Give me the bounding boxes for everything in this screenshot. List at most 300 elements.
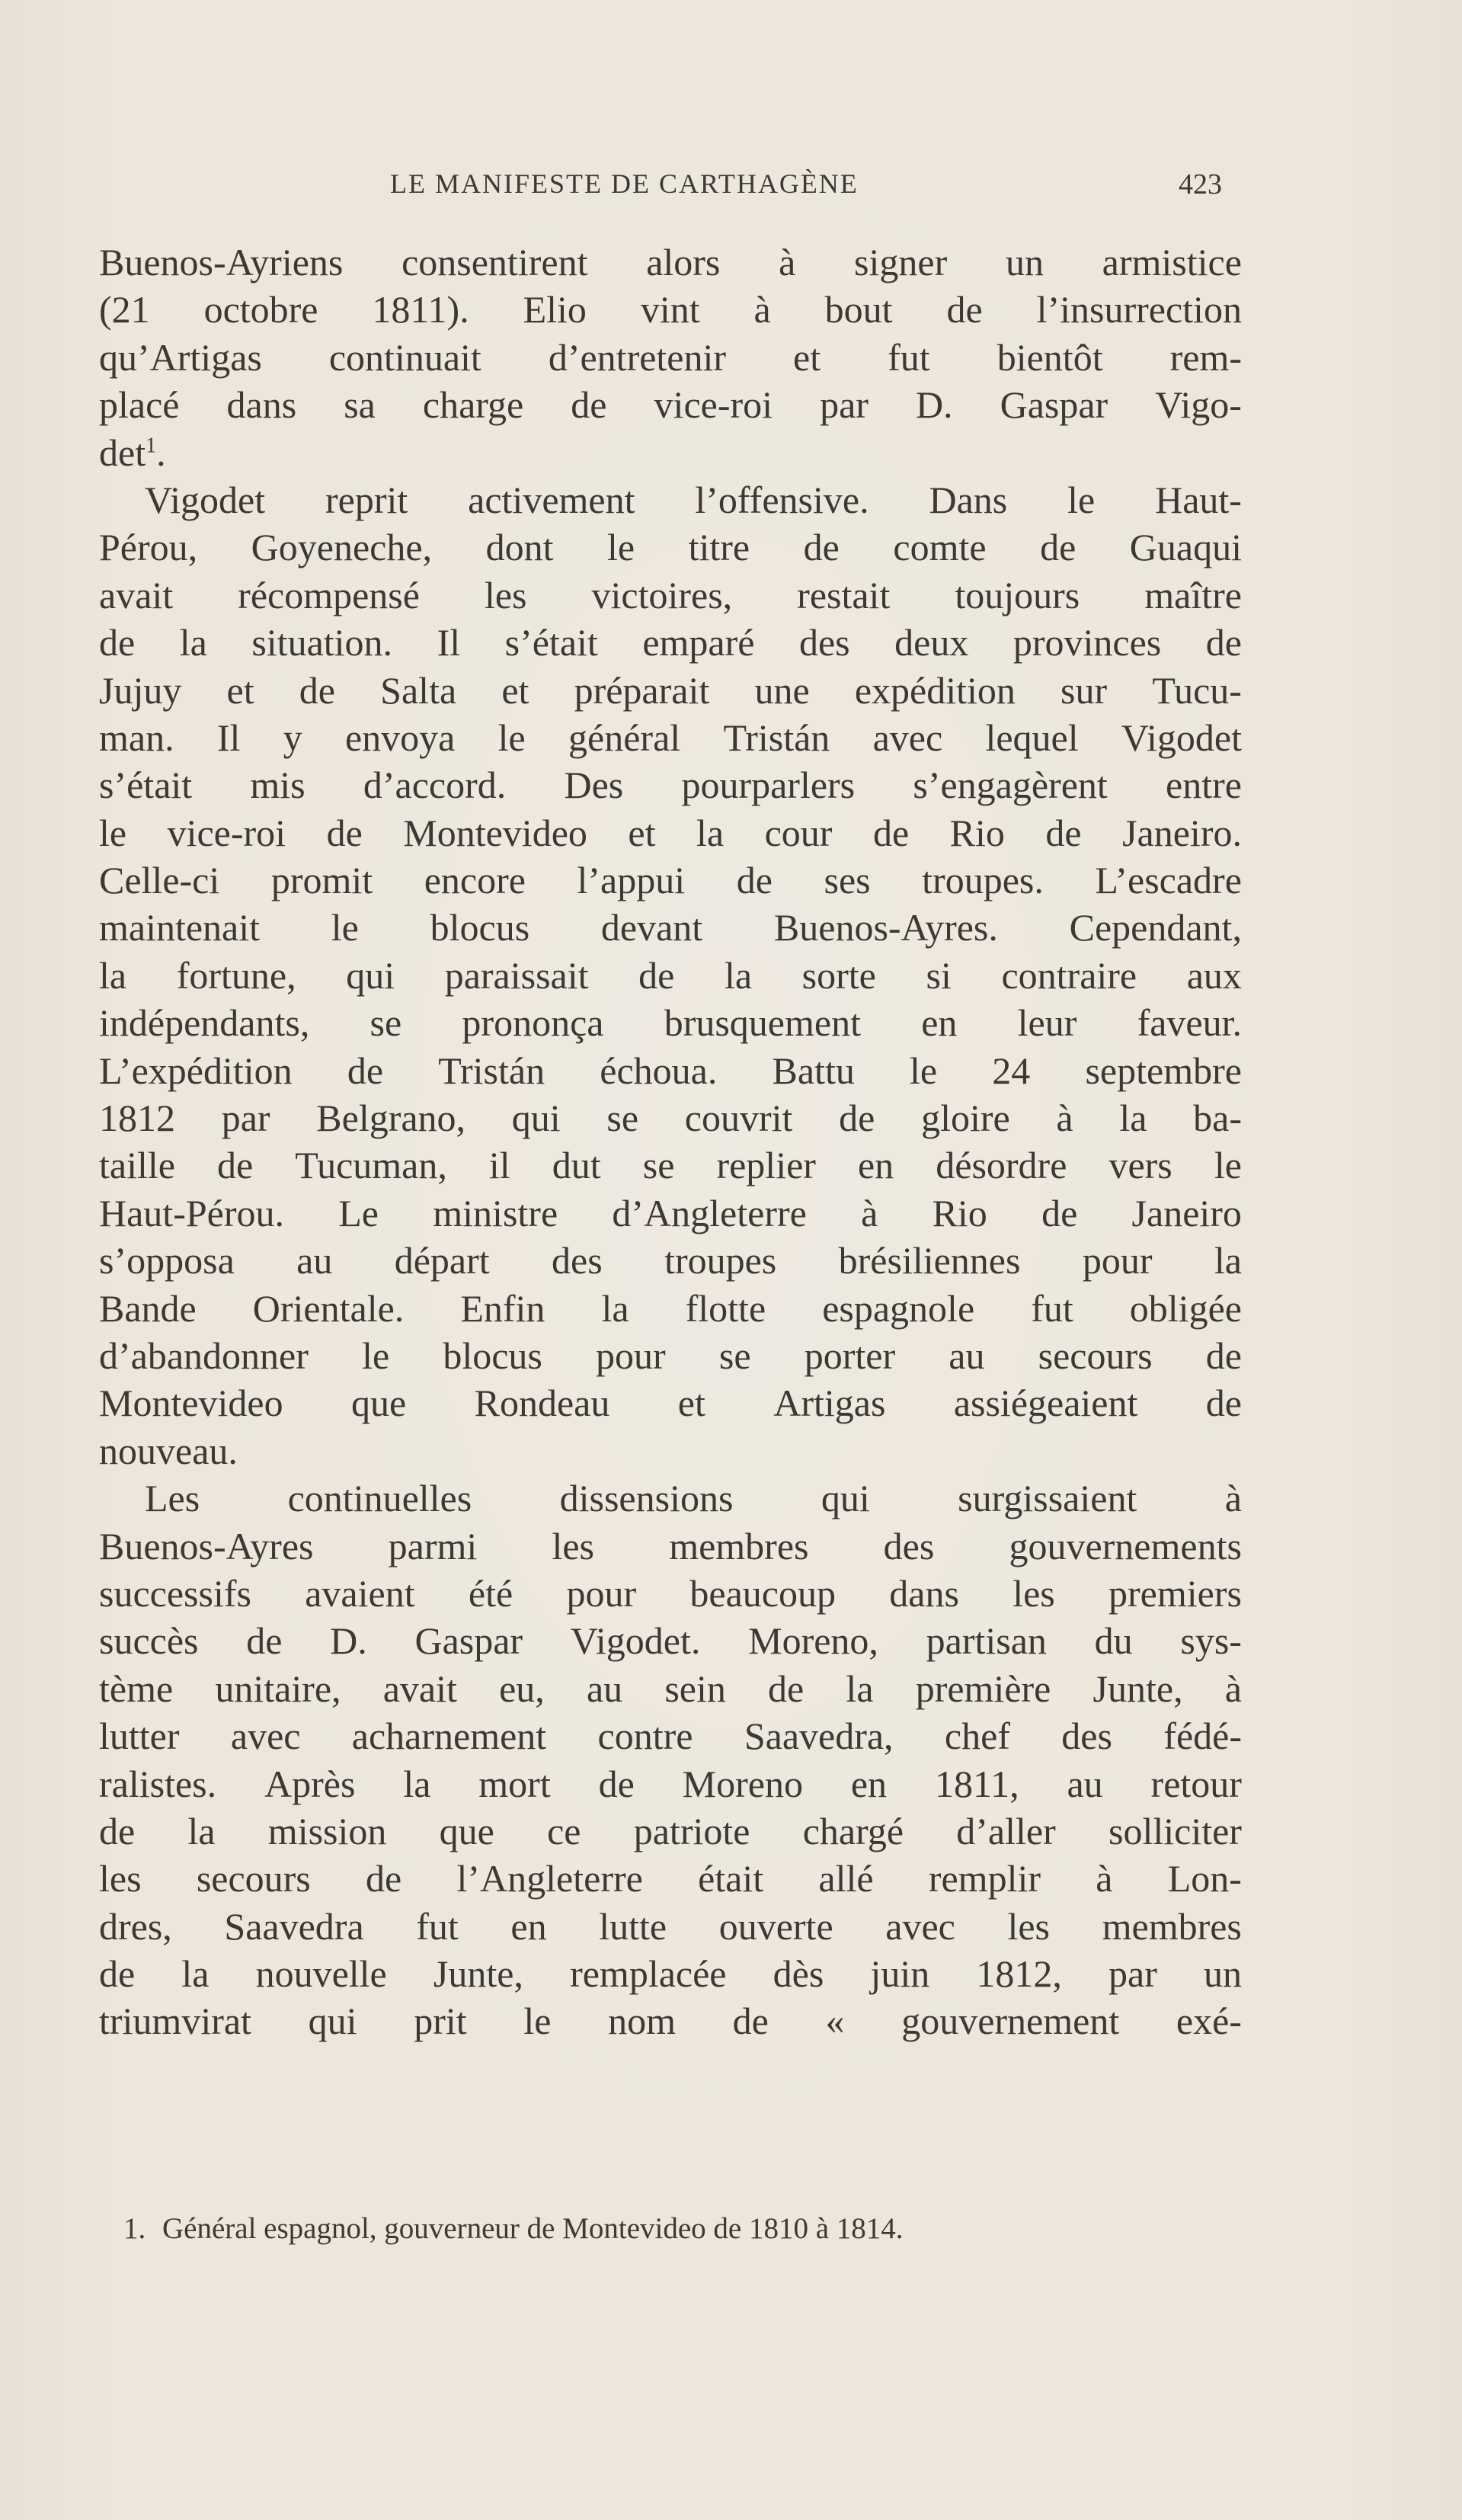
word: à	[753, 288, 771, 331]
word: préparait	[574, 668, 710, 712]
word: de	[326, 811, 363, 854]
word: ce	[547, 1809, 581, 1852]
word: dres,	[99, 1904, 172, 1948]
text-line	[99, 1570, 1242, 1617]
word: la	[846, 1667, 874, 1710]
word: de	[598, 1762, 635, 1805]
word: du	[1094, 1619, 1133, 1663]
word: leur	[1017, 1001, 1077, 1045]
word: maître	[1144, 573, 1242, 616]
word: vice-roi	[167, 811, 286, 854]
word: Rondeau	[474, 1382, 610, 1425]
word: fut	[416, 1904, 459, 1948]
word: Buenos-Ayres.	[773, 906, 998, 949]
word: pour	[1082, 1239, 1153, 1282]
word: il	[488, 1144, 510, 1187]
word: un	[1203, 1952, 1242, 1996]
word: alors	[646, 241, 721, 283]
word: blocus	[430, 906, 530, 949]
word: à	[1224, 1477, 1242, 1520]
word: au	[949, 1334, 985, 1377]
word: sorte	[801, 953, 876, 997]
word: couvrit	[684, 1097, 793, 1140]
word: Saavedra	[224, 1904, 364, 1948]
word: d’accord.	[363, 764, 507, 807]
word: activement	[468, 478, 635, 521]
word: un	[1005, 241, 1044, 283]
word: Tucuman,	[295, 1144, 447, 1187]
word: à	[1224, 1667, 1242, 1710]
word: deux	[894, 621, 969, 664]
word: de	[736, 859, 773, 902]
word: nom	[608, 2000, 676, 2043]
text-line	[99, 476, 1242, 524]
word: gouvernement	[901, 2000, 1120, 2043]
text-line	[99, 1712, 1242, 1760]
word: qui	[308, 2000, 357, 2043]
word: que	[351, 1382, 407, 1425]
text-line	[99, 999, 1242, 1046]
word: avec	[872, 716, 943, 759]
word: replier	[716, 1144, 816, 1187]
word: Haut-	[1155, 478, 1242, 521]
word: se	[606, 1097, 639, 1140]
word: indépendants,	[99, 1001, 310, 1045]
word: emparé	[642, 621, 755, 664]
word: sa	[344, 383, 376, 427]
word: le	[497, 716, 526, 759]
word: encore	[424, 859, 526, 902]
text-line	[99, 1142, 1242, 1189]
word: restait	[797, 573, 891, 616]
word: de	[99, 621, 136, 664]
word: récompensé	[238, 573, 420, 616]
word: de	[839, 1097, 875, 1140]
footnote-reference-tail: .	[156, 431, 166, 474]
word: espagnole	[822, 1286, 975, 1330]
word: de	[246, 1619, 283, 1663]
word: lutter	[99, 1715, 180, 1758]
word: Pérou,	[99, 526, 198, 569]
word: vice-roi	[654, 383, 773, 427]
word: les	[99, 1857, 142, 1900]
word: faveur.	[1137, 1001, 1242, 1045]
word: la	[187, 1809, 216, 1852]
word: ses	[824, 859, 871, 902]
word: Saavedra,	[744, 1715, 894, 1758]
word: vint	[640, 288, 700, 331]
word: de	[1205, 1334, 1242, 1377]
word: D.	[915, 383, 953, 427]
word: Montevideo	[403, 811, 587, 854]
footnote-text: Général espagnol, gouverneur de Montevideo de 1810 à 1814.	[162, 2212, 904, 2245]
running-title: LE MANIFESTE DE CARTHAGÈNE	[390, 168, 859, 199]
word: mis	[250, 764, 306, 807]
word: dans	[889, 1571, 959, 1615]
word: des	[552, 1239, 603, 1282]
word: membres	[669, 1524, 809, 1567]
word: la	[403, 1762, 431, 1805]
word: le	[1214, 1144, 1242, 1187]
text-line	[99, 1190, 1242, 1237]
word: était	[698, 1857, 764, 1900]
word: à	[779, 241, 796, 283]
word: provinces	[1013, 621, 1162, 664]
footnote	[123, 2211, 1190, 2246]
word: et	[501, 668, 529, 712]
word: des	[798, 621, 850, 664]
word: se	[642, 1144, 675, 1187]
word: s’opposa	[99, 1239, 235, 1282]
word: 1811).	[372, 288, 469, 331]
word: Orientale.	[252, 1286, 405, 1330]
text-line	[99, 667, 1242, 714]
word: devant	[600, 906, 703, 949]
word: gloire	[921, 1097, 1010, 1140]
word: première	[915, 1667, 1051, 1710]
word: l’appui	[577, 859, 686, 902]
word: taille	[99, 1144, 175, 1187]
word: vers	[1108, 1144, 1172, 1187]
word: pourparlers	[681, 764, 856, 807]
word: troupes	[664, 1239, 777, 1282]
word: lequel	[985, 716, 1079, 759]
word: de	[946, 288, 983, 331]
word: de	[347, 1049, 384, 1092]
word: de	[1041, 1191, 1078, 1234]
word: Cependant,	[1069, 906, 1242, 949]
word: général	[568, 716, 681, 759]
word: Vigodet.	[570, 1619, 701, 1663]
word: l’Angleterre	[456, 1857, 643, 1900]
word: blocus	[443, 1334, 542, 1377]
word: Artigas	[773, 1382, 886, 1425]
word: remplir	[928, 1857, 1041, 1900]
word: reprit	[325, 478, 408, 521]
word: qu’Artigas	[99, 335, 262, 379]
word: Janeiro.	[1122, 811, 1242, 854]
word: Rio	[949, 811, 1005, 854]
word: placé	[99, 383, 180, 427]
text-line	[99, 1903, 1242, 1950]
word: ralistes.	[99, 1762, 217, 1805]
word: secours	[196, 1857, 311, 1900]
word: par	[221, 1097, 270, 1140]
word: le	[910, 1049, 938, 1092]
word: Tristán	[723, 716, 830, 759]
word: se	[369, 1001, 402, 1045]
word: de	[299, 668, 335, 712]
word: Gaspar	[1000, 383, 1108, 427]
word: 1811,	[934, 1762, 1019, 1805]
word: les	[1013, 1571, 1055, 1615]
word: comte	[893, 526, 987, 569]
word: Gaspar	[414, 1619, 523, 1663]
word: la	[181, 1952, 210, 1996]
footnote-number: 1.	[123, 2212, 146, 2245]
word: s’était	[504, 621, 598, 664]
text-line	[99, 904, 1242, 951]
word: la	[1119, 1097, 1147, 1140]
word: d’aller	[956, 1809, 1056, 1852]
word: D.	[330, 1619, 367, 1663]
word: membres	[1102, 1904, 1242, 1948]
word: désordre	[936, 1144, 1067, 1187]
word: octobre	[203, 288, 318, 331]
word: nouveau.	[99, 1429, 238, 1472]
word: de	[1040, 526, 1077, 569]
word: de	[638, 953, 675, 997]
word: y	[283, 716, 302, 759]
text-line	[99, 761, 1242, 809]
word: qui	[346, 953, 395, 997]
word: Vigodet	[145, 478, 266, 521]
word: s’était	[99, 764, 193, 807]
word: Buenos-Ayres	[99, 1524, 314, 1567]
word: patriote	[633, 1809, 750, 1852]
text-line	[99, 809, 1242, 857]
word: le	[362, 1334, 390, 1377]
word: Montevideo	[99, 1382, 283, 1425]
word: à	[1096, 1857, 1113, 1900]
text-line	[99, 1332, 1242, 1379]
word: assiégeaient	[953, 1382, 1138, 1425]
word: unitaire,	[215, 1667, 341, 1710]
word: (21	[99, 288, 150, 331]
word: situation.	[251, 621, 393, 664]
word: dès	[773, 1952, 824, 1996]
text-line	[99, 1237, 1242, 1284]
word: fut	[888, 335, 930, 379]
word: de	[1205, 621, 1242, 664]
word: Il	[216, 716, 241, 759]
word: secours	[1038, 1334, 1153, 1377]
text-line	[99, 381, 1242, 428]
text-line	[99, 524, 1242, 571]
word: Buenos-Ayriens	[99, 241, 344, 283]
text-line	[99, 1094, 1242, 1142]
word: parmi	[388, 1524, 478, 1567]
word: de	[1045, 811, 1082, 854]
word: Le	[338, 1191, 379, 1234]
word: rem-	[1169, 335, 1242, 379]
word: solliciter	[1108, 1809, 1242, 1852]
word: contraire	[1001, 953, 1137, 997]
word: par	[1108, 1952, 1157, 1996]
word: de	[732, 2000, 769, 2043]
word: juin	[870, 1952, 930, 1996]
word: «	[825, 2000, 845, 2043]
word: victoires,	[591, 573, 733, 616]
word: fédé-	[1163, 1715, 1242, 1758]
word: de	[366, 1857, 402, 1900]
text-line	[99, 286, 1242, 333]
word: maintenait	[99, 906, 261, 949]
word: 1812	[99, 1097, 175, 1140]
word: sur	[1061, 668, 1108, 712]
word: remplacée	[570, 1952, 727, 1996]
word: brusquement	[664, 1001, 861, 1045]
word: par	[820, 383, 869, 427]
word: L’escadre	[1095, 859, 1242, 902]
word: Enfin	[460, 1286, 545, 1330]
word: Lon-	[1167, 1857, 1242, 1900]
word: l’insurrection	[1036, 288, 1242, 331]
word: ministre	[433, 1191, 558, 1234]
word: le	[99, 811, 127, 854]
word: en	[921, 1001, 958, 1045]
word: Janeiro	[1131, 1191, 1242, 1234]
word: Dans	[929, 478, 1008, 521]
word: d’entretenir	[548, 335, 727, 379]
word: de	[571, 383, 607, 427]
word: cour	[764, 811, 833, 854]
word: l’offensive.	[695, 478, 869, 521]
word: dont	[485, 526, 554, 569]
page-number: 423	[1179, 168, 1222, 200]
word: au	[296, 1239, 333, 1282]
word: Jujuy	[99, 668, 182, 712]
word: aux	[1186, 953, 1242, 997]
word: Il	[437, 621, 461, 664]
word: septembre	[1085, 1049, 1242, 1092]
word: signer	[854, 241, 948, 283]
word: Haut-Pérou.	[99, 1191, 284, 1234]
text-line	[99, 619, 1242, 666]
word: Junte,	[433, 1952, 523, 1996]
word: Junte,	[1093, 1667, 1183, 1710]
word: L’expédition	[99, 1049, 293, 1092]
word: exé-	[1176, 2000, 1242, 2043]
word: tème	[99, 1667, 174, 1710]
word: le	[523, 2000, 552, 2043]
word: de	[1205, 1382, 1242, 1425]
word: 1812,	[976, 1952, 1062, 1996]
word: la	[696, 811, 725, 854]
word: Vigodet	[1121, 716, 1242, 759]
word: flotte	[685, 1286, 766, 1330]
word: d’Angleterre	[612, 1191, 807, 1234]
word: succès	[99, 1619, 199, 1663]
word: au	[586, 1667, 623, 1710]
word: et	[793, 335, 821, 379]
word: de	[768, 1667, 805, 1710]
word: des	[1061, 1715, 1112, 1758]
running-head	[91, 163, 1265, 206]
word: en	[850, 1762, 888, 1805]
word: fortune,	[176, 953, 296, 997]
word: le	[607, 526, 635, 569]
word: de	[99, 1809, 136, 1852]
text-line	[99, 429, 1242, 476]
word: été	[468, 1571, 513, 1615]
word: d’abandonner	[99, 1334, 309, 1377]
word: le	[1067, 478, 1096, 521]
word: en	[857, 1144, 894, 1187]
word: Des	[564, 764, 624, 807]
word: retour	[1150, 1762, 1242, 1805]
word: que	[439, 1809, 494, 1852]
word: man.	[99, 716, 174, 759]
word: allé	[818, 1857, 874, 1900]
word: gouvernements	[1009, 1524, 1242, 1567]
word: et	[628, 811, 656, 854]
word: obligée	[1129, 1286, 1242, 1330]
word: Battu	[772, 1049, 855, 1092]
word: Tucu-	[1152, 668, 1242, 712]
word: Salta	[380, 668, 457, 712]
word: partisan	[926, 1619, 1047, 1663]
word: les	[1007, 1904, 1050, 1948]
word: consentirent	[401, 241, 588, 283]
word: avait	[382, 1667, 457, 1710]
word: continuelles	[287, 1477, 472, 1520]
text-line	[99, 1047, 1242, 1094]
word: chargé	[802, 1809, 904, 1852]
word: la	[1214, 1239, 1242, 1282]
text-line	[99, 1808, 1242, 1855]
word: Elio	[523, 288, 587, 331]
word: armistice	[1102, 241, 1242, 283]
word: qui	[821, 1477, 870, 1520]
text-line	[99, 1760, 1242, 1808]
word: successifs	[99, 1571, 251, 1615]
word: Bande	[99, 1286, 197, 1330]
word: sys-	[1180, 1619, 1242, 1663]
word: Tristán	[438, 1049, 545, 1092]
footnote-reference[interactable]: 1	[146, 433, 157, 457]
word: Vigo-	[1155, 383, 1242, 427]
word: s’engagèrent	[913, 764, 1108, 807]
word: promit	[270, 859, 373, 902]
word: les	[552, 1524, 595, 1567]
word: Moreno,	[748, 1619, 878, 1663]
word: les	[484, 573, 527, 616]
word: de	[99, 1952, 136, 1996]
word: continuait	[328, 335, 481, 379]
word: dans	[226, 383, 297, 427]
word: la	[601, 1286, 629, 1330]
word: avaient	[305, 1571, 415, 1615]
text-line	[99, 239, 1242, 286]
word: Celle-ci	[99, 859, 220, 902]
word: det$^1$.	[99, 431, 166, 474]
word: une	[754, 668, 810, 712]
word: paraissait	[444, 953, 589, 997]
word: charge	[422, 383, 524, 427]
text-line	[99, 1379, 1242, 1427]
word: Guaqui	[1129, 526, 1242, 569]
word: échoua.	[600, 1049, 718, 1092]
word: Belgrano,	[316, 1097, 466, 1140]
word: Moreno	[682, 1762, 803, 1805]
text-line	[99, 1997, 1242, 2044]
word: lutte	[599, 1904, 667, 1948]
text-line	[99, 1950, 1242, 1997]
word: la	[99, 953, 127, 997]
word: prononça	[462, 1001, 604, 1045]
text-line	[99, 572, 1242, 619]
word: se	[718, 1334, 751, 1377]
word: de	[872, 811, 910, 854]
word: bientôt	[997, 335, 1103, 379]
text-line	[99, 1427, 1242, 1475]
word: la	[724, 953, 753, 997]
word: contre	[597, 1715, 693, 1758]
word: Les	[145, 1477, 200, 1520]
word: dissensions	[559, 1477, 734, 1520]
word: premiers	[1108, 1571, 1242, 1615]
